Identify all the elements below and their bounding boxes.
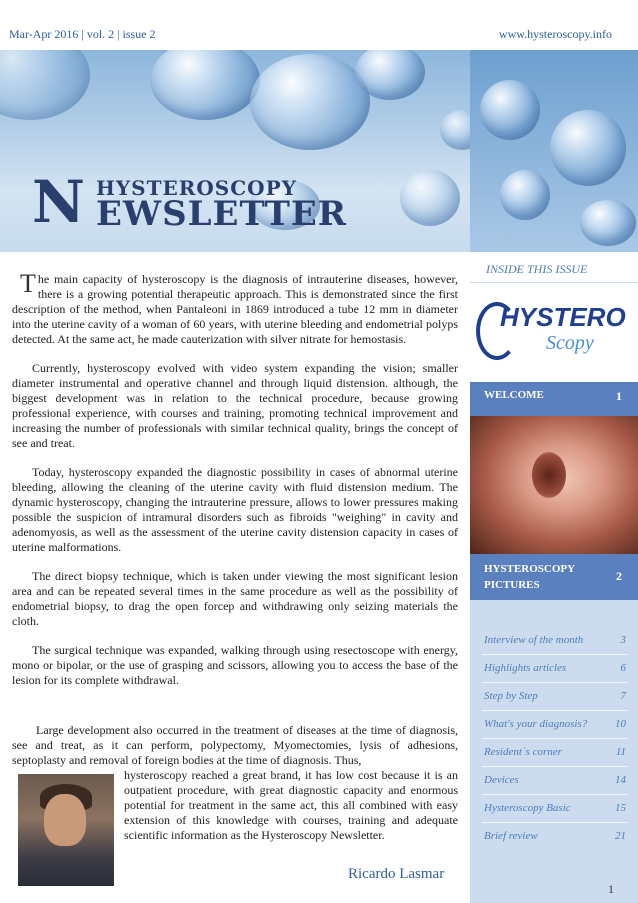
section-label: WELCOME	[484, 389, 544, 401]
uterine-cavity-view	[532, 452, 566, 498]
water-drop-image	[550, 110, 626, 186]
toc-page: 6	[620, 662, 626, 674]
hysteroscopy-logo	[470, 286, 638, 382]
water-drop-image	[480, 80, 540, 140]
table-of-contents	[470, 600, 638, 903]
article-paragraph: Currently, hysteroscopy evolved with video system expanding the vision; smaller diameter instrumental and operative channel and through liquid distension. although, the biggest development was in relation to the technical procedure, because growing professional experience, with courses and training, promoting technical improvement and increasing the number of professionals with similar technical quality, brings the concept of see and treat.	[12, 361, 458, 450]
section-page: 2	[616, 569, 622, 583]
toc-page: 21	[615, 830, 626, 842]
water-drop-image	[355, 50, 425, 100]
toc-title: Highlights articles	[484, 662, 567, 674]
toc-page: 3	[620, 634, 626, 646]
water-drop-image	[500, 170, 550, 220]
article-paragraph: hysteroscopy reached a great brand, it has low cost because it is an outpatient procedure, with great diagnostic capacity and enormous potential for treatment in the same act, this all combined with easy extension of this knowledge with courses, training and adequate scientific information as the Hysteroscopy Newsletter.	[124, 768, 458, 842]
page-number: 1	[608, 882, 614, 896]
logo-text: HYSTERO	[500, 302, 626, 332]
toc-divider	[482, 822, 628, 823]
sidebar-divider	[470, 282, 638, 283]
toc-title: Resident`s corner	[484, 746, 562, 758]
article-paragraph	[12, 269, 458, 347]
section-page: 1	[616, 389, 622, 403]
author-signature: Ricardo Lasmar	[348, 866, 445, 882]
article-paragraph: The direct biopsy technique, which is taken under viewing the most significant lesion area and can be repeated several times in the same procedure as well as the possibility of endometrial biopsy, to drag the open forcep and withdrawing only seizing materials the cloth.	[12, 569, 458, 628]
author-face	[44, 794, 86, 846]
water-drop-image	[580, 200, 636, 246]
section-label: HYSTEROSCOPY PICTURES	[484, 563, 575, 591]
article-paragraph: Today, hysteroscopy expanded the diagnostic possibility in cases of abnormal uterine bleeding, allowing the cleaning of the uterine cavity with fluid distension medium. The dynamic hysteroscopy, changing the intrauterine pressure, allows to lower pressures making possible the suspicion of intramural disorders such as fibroids "weighing" in cavity and adenomyosis, as well as the assessment of the uterine cavity distension capacity in cases of uterine malformations.	[12, 465, 458, 554]
toc-page: 11	[615, 746, 626, 758]
toc-page: 10	[615, 718, 626, 730]
toc-section-pictures[interactable]	[470, 554, 638, 600]
newsletter-title-hysteroscopy: HYSTEROSCOPY	[96, 176, 297, 200]
toc-divider	[482, 710, 628, 711]
inside-this-issue-label: INSIDE THIS ISSUE	[486, 262, 588, 276]
toc-divider	[482, 766, 628, 767]
toc-title: What's your diagnosis?	[484, 718, 588, 730]
article-paragraph: Large development also occurred in the treatment of diseases at the time of diagnosis, see and treat, as it can perform, polypectomy, Myomectomies, lysis of adhesions, septoplasty and removal of foreign bodies at the time of diagnosis. Thus,	[12, 723, 458, 767]
toc-title: Devices	[484, 774, 519, 786]
issue-info: Mar-Apr 2016 | vol. 2 | issue 2	[9, 27, 156, 41]
paragraph-text: he main capacity of hysteroscopy is the diagnosis of intrauterine diseases, however, there is a growing potential therapeutic approach. This is demonstrated since the first description of the method, when Pantaleoni in 1869 introduced a tube 12 mm in diameter into the uterine cavity of a woman of 60 years, with uterine bleeding and endometrial polyps detected. At the same act, he made cauterization with silver nitrate for hemostasis.	[12, 272, 458, 346]
water-drop-image	[150, 50, 260, 120]
drop-cap: T	[20, 269, 36, 298]
article-paragraph: The surgical technique was expanded, walking through using resectoscope with energy, mono or bipolar, or the use of grasping and scissors, allowing you to access the base of the lesion for its complete withdrawal.	[12, 643, 458, 687]
endoscopy-image	[470, 416, 638, 554]
toc-page: 7	[620, 690, 626, 702]
article-body	[12, 269, 458, 702]
water-drop-image	[250, 54, 370, 150]
toc-divider	[482, 794, 628, 795]
toc-page: 14	[615, 774, 626, 786]
toc-title: Interview of the month	[484, 634, 584, 646]
toc-section-welcome[interactable]	[470, 382, 638, 416]
logo-subtext: Scopy	[546, 332, 594, 354]
banner-right-panel	[470, 50, 638, 252]
toc-title: Hysteroscopy Basic	[484, 802, 571, 814]
water-drop-image	[0, 50, 90, 120]
toc-title: Brief review	[484, 830, 538, 842]
toc-title: Step by Step	[484, 690, 538, 702]
website-link[interactable]: www.hysteroscopy.info	[498, 27, 612, 41]
toc-divider	[482, 654, 628, 655]
toc-divider	[482, 682, 628, 683]
author-photo	[18, 774, 114, 886]
newsletter-title-rest: EWSLETTER	[96, 194, 348, 234]
toc-page: 15	[615, 802, 626, 814]
water-drop-image	[400, 170, 460, 226]
newsletter-title-initial: N	[32, 168, 87, 236]
toc-divider	[482, 738, 628, 739]
top-bar	[0, 0, 638, 50]
